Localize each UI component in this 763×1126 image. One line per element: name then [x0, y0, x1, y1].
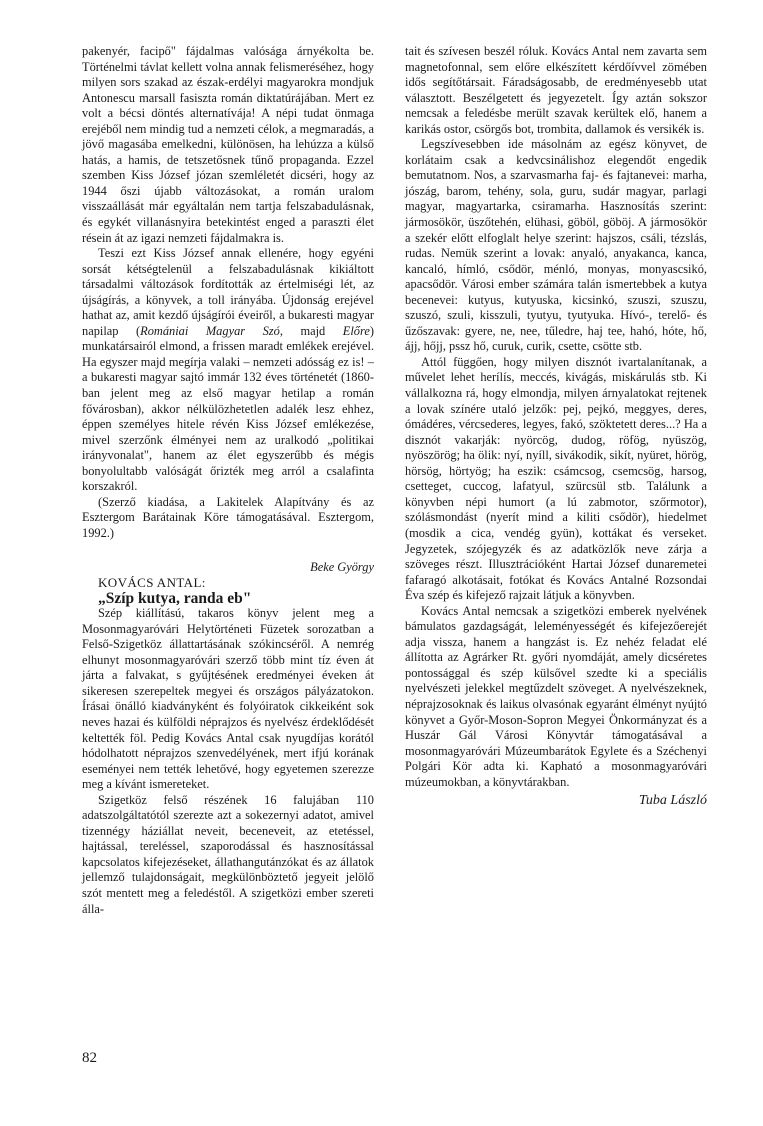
paragraph: Legszívesebben ide másolnám az egész könyvet, de korlátaim csak a kedvcsinálishoz elegendőt engedik bemutatnom. Nos, a szarvasmarha faj- és fajtanevei: marha, jószág, barom, tehény, sola, guru, sudár magyar, parlagi magyar, magyartarka, csiramarha. Hasznosítás szerint: jármosökör, üszőtehén, elühasi, göböl, göböj. A jármosökör a szekér előtt elfoglalt helye szerint: hajszos, csáli, tézslás, rudas. Nemük szerint a lovak: anyaló, anyakanca, kanca, kancaló, hímló, csődör, ménló, monyas, monyascsikó, apacsődör. Városi ember számára talán ismertebbek a kutya becenevei: kutyus, kutyuska, kicsinkó, szuszi, szuszu, szuszó, szuli, kisszuli, tyutyu, tyutyuka. Hívó-, terelő- és űzőszavak: gyere, ne, nee, tűledre, haj tee, hahó, hóte, hő, ájj, hőjj, pssz hő, curuk, curik, csette, csötte stb. [405, 137, 707, 354]
review-signature: Beke György [310, 559, 374, 574]
left-column [82, 44, 374, 917]
review-signature: Tuba László [638, 793, 707, 809]
page-number: 82 [82, 1050, 97, 1066]
text-run: Teszi ezt Kiss József annak ellenére, hogy egyéni sorsát kétségtelenül a felszabadulásnak kikiáltott társadalmi változások fordították az értelmiségi lét, az újságírás, a könyvek, a toll irányába. Újdonság erejével hathat az, amit kezdő újságírói éveiről, a bukaresti magyar napilap ( [82, 246, 374, 338]
article-title: „Szíp kutya, randa eb" [98, 589, 252, 607]
newspaper-title: Romániai Magyar Szó [140, 323, 280, 338]
paragraph: Attól függően, hogy milyen disznót ivartalanítanak, a művelet lehet herílís, meccés, kivágás, miskárulás stb. Ki vállalkozna rá, hogy elmondja, milyen árnyalatokat rejtenek a lovak színére utaló jelzők: pej, pejkó, meggyes, deres, ómádéres, vércsederes, legyes, fakó, szöktetett deres...? Ha a disznót vakarják: nyörcög, dudog, röfög, nyüszög, nyöszörög; ha ölik: nyí, nyíll, sivákodik, sikít, nyüret, hörög, hörsög, hörtyög; ha eszik: csámcsog, csemcsög, harsog, csetteget, cuccog, lafatyul, szürcsül stb. Találunk a könyvben népi humort (a lú zabmotor, szőrmotor), szólásmondást (nyerít mind a kiliti csődör), hiedelmet (mosdik a cica, vendég gyün), kottákat és verseket. Jegyzetek, szójegyzék és az adatközlők neve zárja a szöveges részt. Illusztrációként Hartai József dunaremetei fafaragó alkotásait, fotókat és Kovács Antalné Rozsondai Éva szép és kifejező rajzait látjuk a könyvben. [405, 354, 707, 603]
paragraph: (Szerző kiadása, a Lakitelek Alapítvány és az Esztergom Barátainak Köre támogatásával. Esztergom, 1992.) [82, 494, 374, 540]
paragraph: Kovács Antal nemcsak a szigetközi emberek nyelvének bámulatos gazdagságát, leleményességét és kifejezőerejét adja vissza, hanem a hangzást is. Ez nehéz feladat elé állította az Agrárker Rt. győri nyomdáját, amely dicséretes pontossággal és szép külsővel szedte ki a speciális nyelvészeti jelekkel megtűzdelt szöveget. A nyelvészeknek, néprajzosoknak és laikus olvasónak egyaránt élményt nyújtó könyvet a Győr-Moson-Sopron Megyei Önkormányzat és a Huszár Gál Városi Könyvtár támogatásával a mosonmagyaróvári Múzeumbarátok Egylete és a Széchenyi Polgári Kör adta ki. Kapható a mosonmagyaróvári múzeumokban, a könyvtárakban. [405, 603, 707, 789]
text-run: ) munkatársairól elmond, a frissen maradt emlékek erejével. Ha egyszer majd megírja valaki – nemzeti adósság ez is! – a bukaresti magyar sajtó immár 132 éves történetét (1860-ban jelent meg az első magyar hetilap a román fővárosban), akkor nélkülözhetetlen adalék lesz ehhez, éppen személyes hitele révén Kiss József emlékezése, mivel szerzőnk élményei nem az uralkodó „politikai irányvonalat", hanem az élet egyszerűbb és mégis bonyolultabb valóságát őrizték meg arról a csalafinta korszakról. [82, 323, 374, 494]
paragraph: Szép kiállítású, takaros könyv jelent meg a Mosonmagyaróvári Helytörténeti Füzetek sorozatban a Felső-Szigetköz állattartásának szókincséről. A nemrég elhunyt mosonmagyaróvári szerző több mint tíz éven át járta a falvakat, s gyűjtésének eredményei éveken át sikeresen szerepeltek megyei és országos pályázatokon. Írásai önálló kiadványként és folyóiratok cikkeiként sok neves hazai és külföldi néprajzos és nyelvész érdeklődését keltették föl. Pedig Kovács Antal csak nyugdíjas korától hódolhatott néprajzos szenvedélyének, mert ifjú korának eseményei nem tették lehetővé, hogy egyetemen szerezze meg a kívánt ismereteket. [82, 606, 374, 792]
paragraph [82, 246, 374, 495]
paragraph: tait és szívesen beszél róluk. Kovács Antal nem zavarta sem magnetofonnal, sem előre elkészített kérdőívvel zömében idős segítőtársait. Fáradságosabb, de eredményesebb utat választott. Beszélgetett és jegyezetelt. Így aztán sokszor nemcsak a feledésbe merült szavak kerültek elő, hanem a karikás ostor, csörgős bot, trombita, dallamok és versikék is. [405, 44, 707, 136]
paragraph: Szigetköz felső részének 16 falujában 110 adatszolgáltatótól szerezte azt a sokezernyi adatot, amivel tizennégy háziállat neveit, beceneveit, az etetéssel, hajtással, tereléssel, szaporodással és hasznosítással kapcsolatos kifejezéseket, állathangutánzókat és az állatok jellemző tulajdonságait, megkülönböztető jegyeit jelölő szót mentett meg a feledéstől. A szigetközi ember szereti álla- [82, 792, 374, 916]
author-heading: KOVÁCS ANTAL: [98, 575, 206, 591]
right-column [405, 44, 707, 809]
paragraph: pakenyér, facipő" fájdalmas valósága árnyékolta be. Történelmi távlat kellett volna annak felismeréséhez, hogy milyen sors szakad az észak-erdélyi magyarokra mondjuk Antonescu marsall fasiszta román diktatúrájában. Mert ez volt a bécsi döntés alternatívája! A népi tudat önmaga erejéből nem mindig tud a nemzeti célok, a megmaradás, a jövő magasába emelkedni, különösen, ha lehúzza a külső hatás, a hamis, de tetszetősnek tűnő propaganda. Ezzel szemben Kiss József józan szemléletét dicséri, hogy az 1944 őszi újabb változásokat, a román uralom visszaállását már egyáltalán nem tartja felszabadulásnak, és egykét villanásnyira betekintést enged a paraszti élet résein át az igazi nemzeti fájdalmakra is. [82, 44, 374, 245]
newspaper-title: Előre [342, 323, 370, 338]
text-run: , majd [279, 323, 343, 338]
